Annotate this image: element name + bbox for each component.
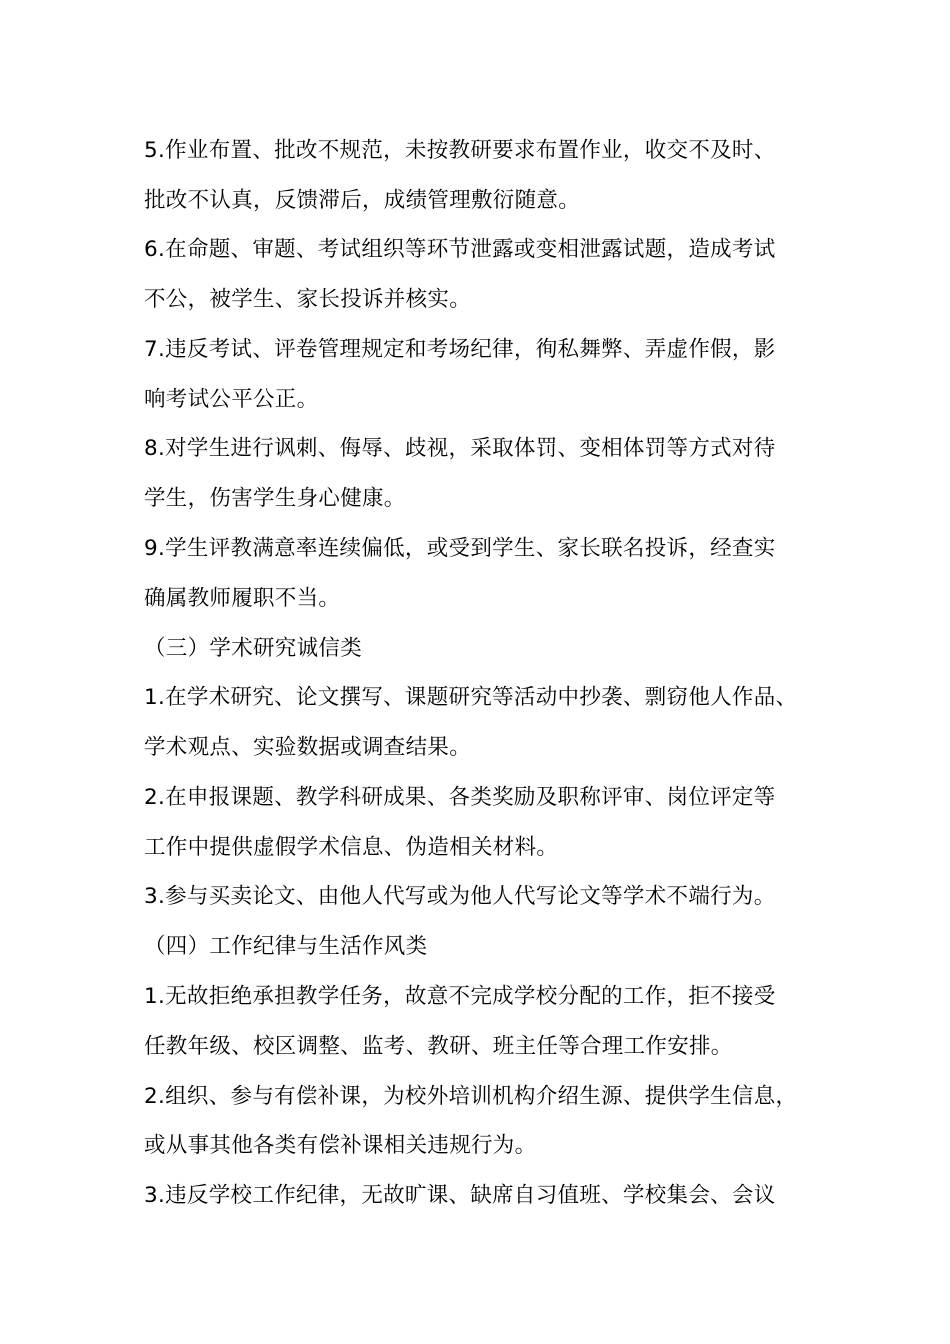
text-line-3: 6.在命题、审题、考试组织等环节泄露或变相泄露试题，造成考试	[144, 237, 776, 262]
text-line-8: 学生，伤害学生身心健康。	[144, 486, 406, 511]
text-line-21: 或从事其他各类有偿补课相关违规行为。	[144, 1133, 537, 1158]
text-line-5: 7.违反考试、评卷管理规定和考场纪律，徇私舞弊、弄虚作假，影	[144, 337, 776, 362]
text-line-1: 5.作业布置、批改不规范，未按教研要求布置作业，收交不及时、	[144, 138, 776, 163]
text-line-14: 2.在申报课题、教学科研成果、各类奖励及职称评审、岗位评定等	[144, 785, 776, 810]
text-line-7: 8.对学生进行讽刺、侮辱、歧视，采取体罚、变相体罚等方式对待	[144, 436, 776, 461]
text-line-19: 任教年级、校区调整、监考、教研、班主任等合理工作安排。	[144, 1034, 733, 1059]
text-line-12: 1.在学术研究、论文撰写、课题研究等活动中抄袭、剽窃他人作品、	[144, 685, 798, 710]
text-line-2: 批改不认真，反馈滞后，成绩管理敷衍随意。	[144, 188, 581, 213]
text-line-16: 3.参与买卖论文、由他人代写或为他人代写论文等学术不端行为。	[144, 884, 776, 909]
text-line-4: 不公，被学生、家长投诉并核实。	[144, 287, 472, 312]
section-heading-work-discipline: （四）工作纪律与生活作风类	[144, 934, 428, 959]
text-line-9: 9.学生评教满意率连续偏低，或受到学生、家长联名投诉，经查实	[144, 536, 776, 561]
text-line-18: 1.无故拒绝承担教学任务，故意不完成学校分配的工作，拒不接受	[144, 984, 776, 1009]
text-line-15: 工作中提供虚假学术信息、伪造相关材料。	[144, 835, 559, 860]
text-line-20: 2.组织、参与有偿补课，为校外培训机构介绍生源、提供学生信息，	[144, 1084, 798, 1109]
text-line-22: 3.违反学校工作纪律，无故旷课、缺席自习值班、学校集会、会议	[144, 1183, 776, 1208]
section-heading-academic-integrity: （三）学术研究诚信类	[144, 636, 363, 661]
text-line-13: 学术观点、实验数据或调查结果。	[144, 735, 472, 760]
text-line-10: 确属教师履职不当。	[144, 586, 341, 611]
text-line-6: 响考试公平公正。	[144, 387, 319, 412]
